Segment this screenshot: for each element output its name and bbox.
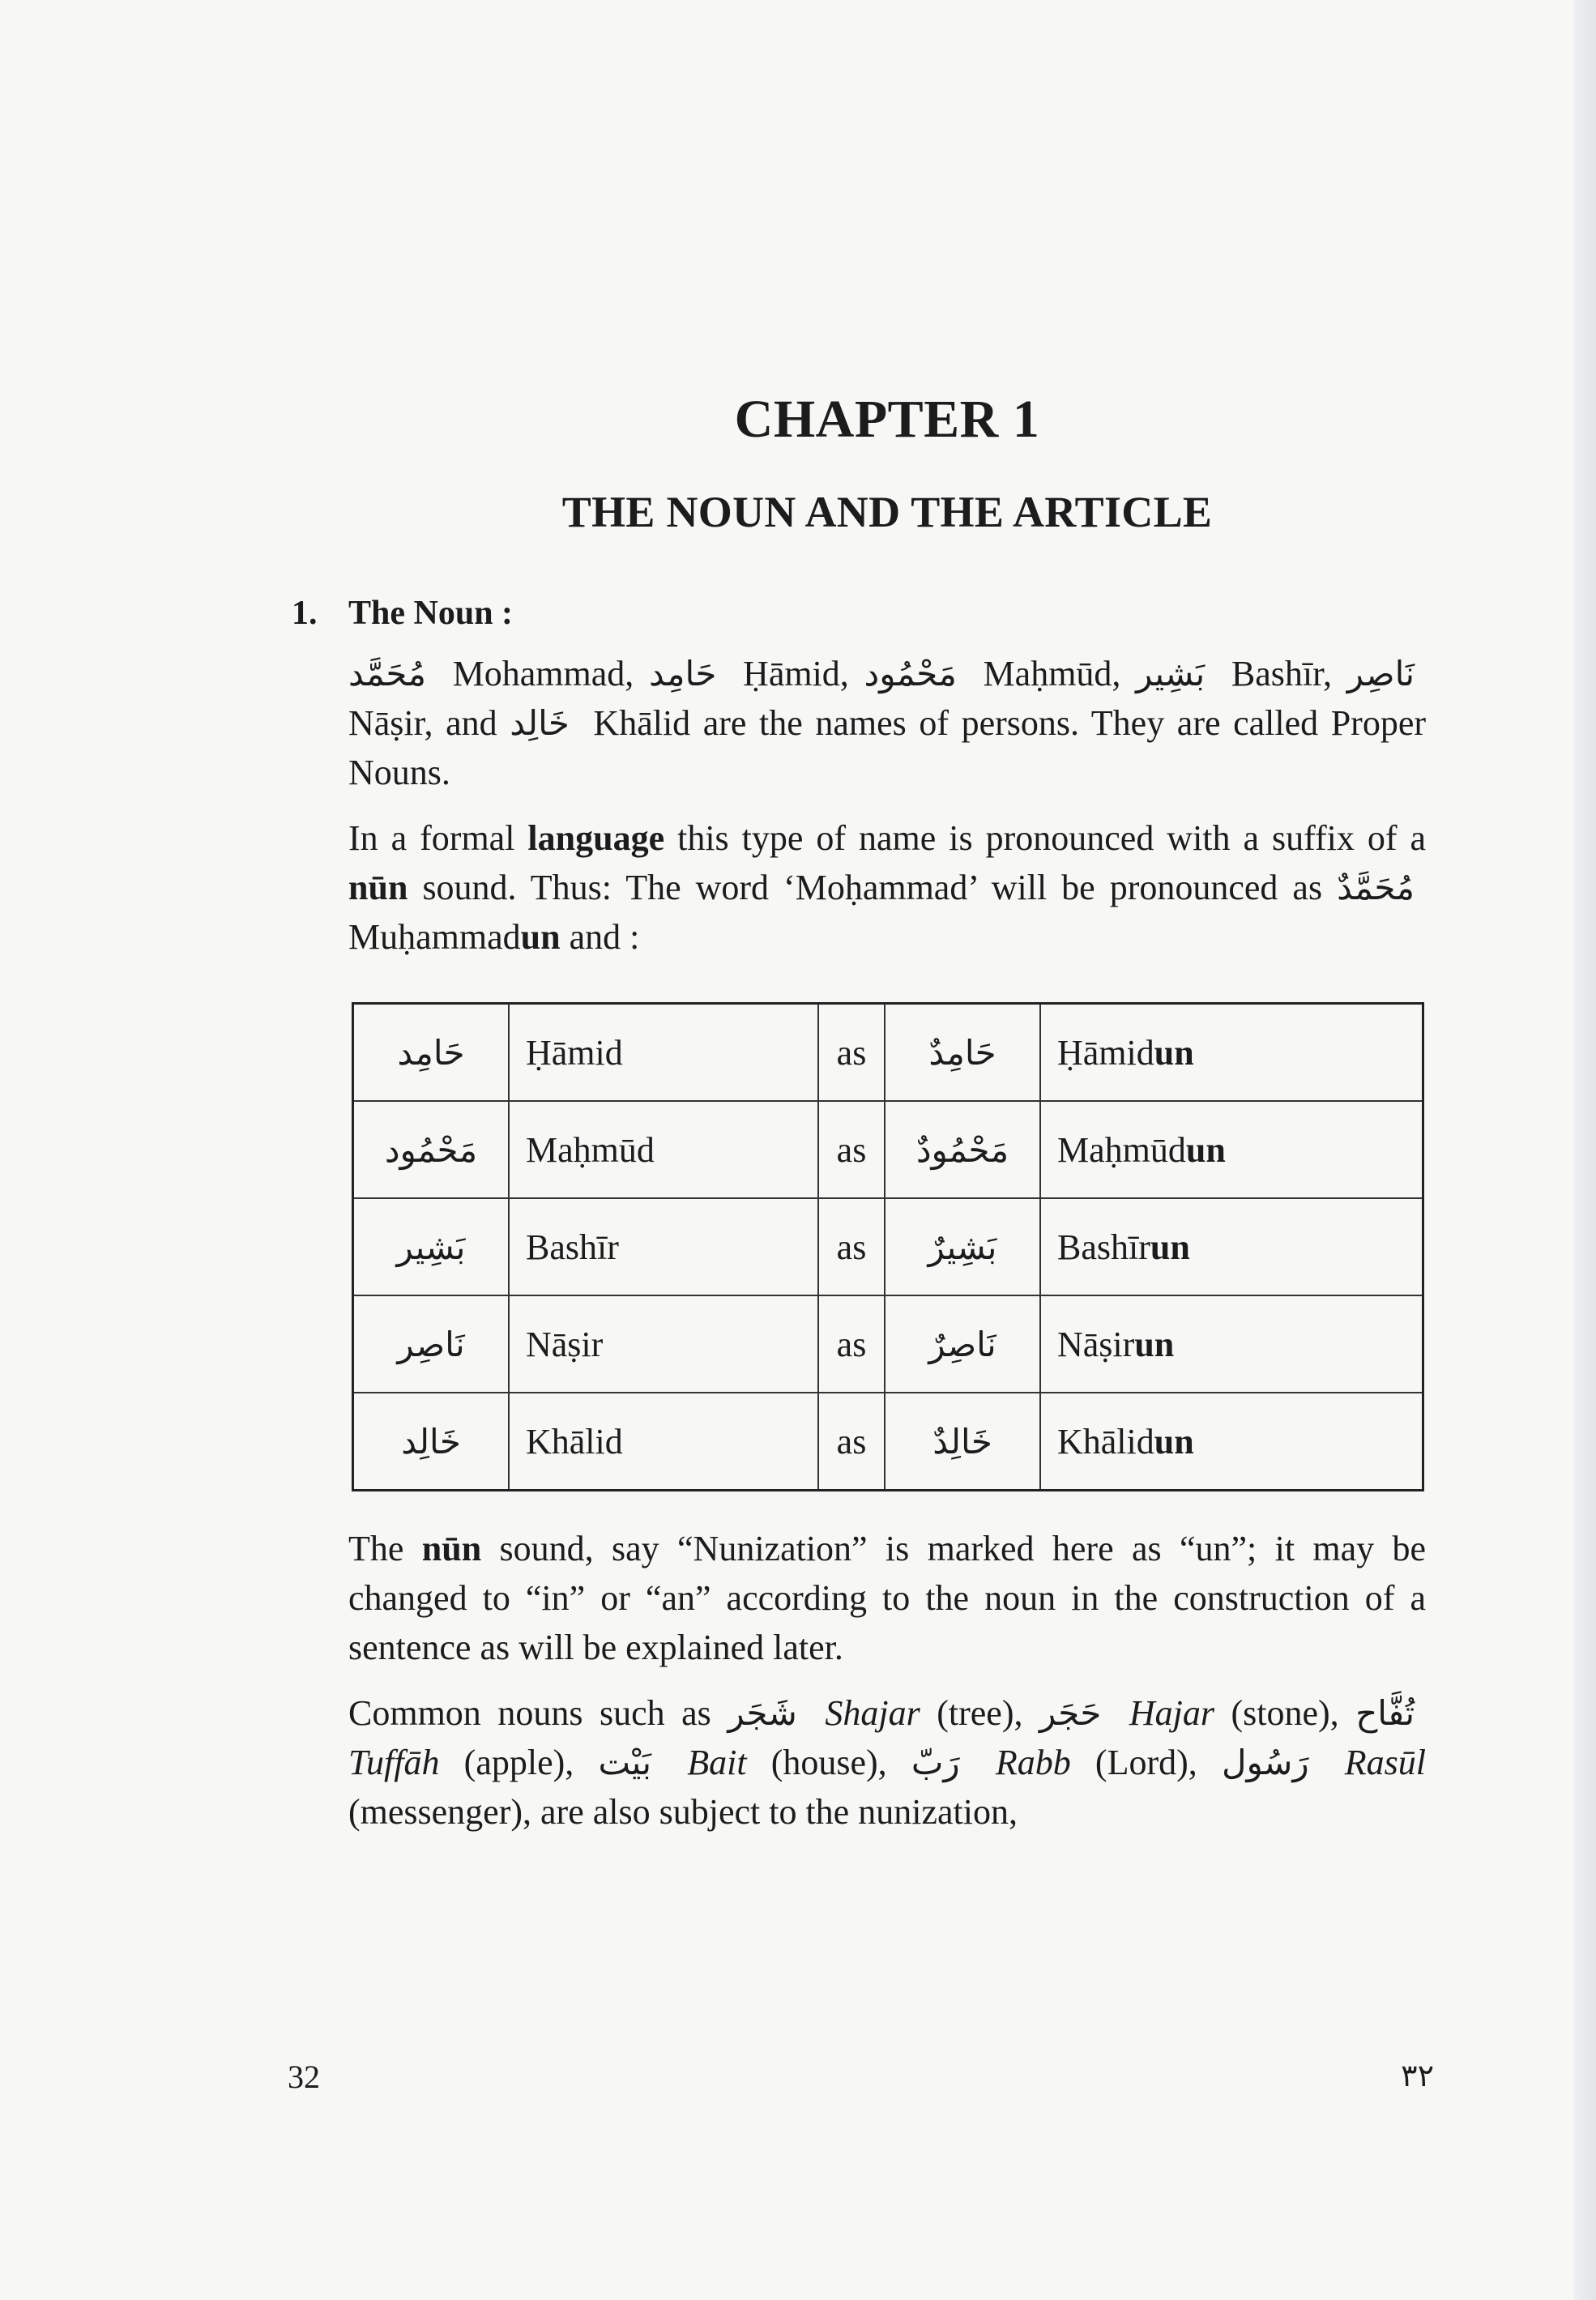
- page-content: [292, 389, 1427, 1837]
- text-span: Muḥammad: [348, 917, 521, 957]
- arabic-word: رَسُول: [1221, 1743, 1309, 1782]
- text-span: (Lord),: [1095, 1743, 1197, 1782]
- text-span: Bashīr,: [1231, 654, 1333, 693]
- nunized-cell: [1040, 1101, 1423, 1198]
- transliteration-cell: Maḥmūd: [509, 1101, 818, 1198]
- as-cell: as: [818, 1198, 885, 1295]
- text-span: Khālid are the names of persons. They are called Proper Nouns.: [348, 703, 1426, 792]
- arabic-word: خَالِد: [510, 703, 570, 743]
- section-heading: [292, 594, 1426, 633]
- arabic-nunized-cell: خَالِدٌ: [885, 1393, 1040, 1491]
- as-cell: as: [818, 1295, 885, 1393]
- text-span-italic: Bait: [687, 1743, 747, 1782]
- paragraph-proper-nouns: [348, 649, 1426, 797]
- text-span-bold: language: [527, 818, 665, 858]
- text-span-italic: Shajar: [825, 1693, 920, 1733]
- arabic-cell: بَشِير: [353, 1198, 510, 1295]
- table-row: [353, 1101, 1423, 1198]
- arabic-word: مُحَمَّد: [348, 654, 426, 693]
- nunized-cell: [1040, 1198, 1423, 1295]
- arabic-word: بَيْت: [598, 1743, 652, 1782]
- nunized-cell: [1040, 1393, 1423, 1491]
- arabic-word: شَجَر: [728, 1693, 797, 1733]
- arabic-word: مَحْمُود: [864, 654, 957, 693]
- nunized-suffix: un: [1150, 1227, 1190, 1267]
- chapter-subtitle: THE NOUN AND THE ARTICLE: [561, 488, 1213, 536]
- table-row: [353, 1198, 1423, 1295]
- arabic-word: بَشِير: [1136, 654, 1206, 693]
- section-number: 1.: [292, 595, 318, 632]
- section-title: The Noun :: [348, 595, 514, 632]
- text-span-bold: un: [520, 917, 561, 957]
- arabic-nunized-cell: مَحْمُودٌ: [885, 1101, 1040, 1198]
- text-span: Mohammad,: [452, 654, 634, 693]
- text-span-bold: nūn: [421, 1529, 482, 1568]
- text-span: (tree),: [937, 1693, 1023, 1733]
- table-row: [353, 1295, 1423, 1393]
- as-cell: as: [818, 1101, 885, 1198]
- arabic-cell: حَامِد: [353, 1004, 510, 1102]
- text-span: this type of name is pronounced with a suffix of a: [677, 818, 1427, 858]
- text-span: sound, say “Nunization” is marked here as “un”; it may be changed to “in” or “an” according to the noun in the construction of a sentence as will be explained later.: [348, 1529, 1427, 1667]
- text-span-italic: Hajar: [1129, 1693, 1214, 1733]
- arabic-nunized-cell: بَشِيرٌ: [885, 1198, 1040, 1295]
- paragraph-common-nouns: [348, 1688, 1426, 1837]
- text-span: The: [348, 1529, 404, 1568]
- arabic-word: حَجَر: [1039, 1693, 1102, 1733]
- text-span-bold: nūn: [348, 868, 408, 907]
- text-span-italic: Rabb: [995, 1743, 1071, 1782]
- text-span: Maḥmūd,: [983, 654, 1121, 693]
- nunized-suffix: un: [1185, 1129, 1226, 1170]
- nunized-suffix: un: [1134, 1324, 1175, 1364]
- paragraph-nunization: [348, 1524, 1426, 1672]
- nunized-stem: Maḥmūd: [1057, 1129, 1186, 1170]
- arabic-cell: مَحْمُود: [353, 1101, 510, 1198]
- arabic-word: تُفَّاح: [1355, 1693, 1415, 1733]
- text-span: Nāṣir, and: [348, 703, 497, 743]
- nunized-stem: Khālid: [1057, 1421, 1154, 1462]
- text-span-italic: Tuffāh: [348, 1743, 440, 1782]
- page-number-arabic: ٣٢: [1401, 2058, 1434, 2093]
- text-span: and :: [569, 917, 640, 957]
- nunized-stem: Bashīr: [1057, 1227, 1150, 1267]
- text-span-italic: Rasūl: [1344, 1743, 1427, 1782]
- nunization-table: [352, 1002, 1424, 1491]
- arabic-word: رَبّ: [911, 1743, 960, 1782]
- page-edge-shadow: [1573, 0, 1596, 2300]
- text-span: Ḥāmid,: [743, 654, 849, 693]
- transliteration-cell: Khālid: [509, 1393, 818, 1491]
- arabic-cell: خَالِد: [353, 1393, 510, 1491]
- table-row: [353, 1004, 1423, 1102]
- as-cell: as: [818, 1393, 885, 1491]
- nunized-stem: Ḥāmid: [1057, 1032, 1154, 1073]
- arabic-nunized-cell: نَاصِرٌ: [885, 1295, 1040, 1393]
- text-span: In a formal: [348, 818, 515, 858]
- arabic-word: حَامِد: [649, 654, 717, 693]
- text-span: Common nouns such as: [348, 1693, 711, 1733]
- nunized-cell: [1040, 1295, 1423, 1393]
- nunized-suffix: un: [1154, 1421, 1194, 1462]
- nunized-stem: Nāṣir: [1057, 1324, 1135, 1364]
- nunized-suffix: un: [1154, 1032, 1194, 1073]
- as-cell: as: [818, 1004, 885, 1102]
- text-span: (apple),: [463, 1743, 574, 1782]
- table-row: [353, 1393, 1423, 1491]
- transliteration-cell: Ḥāmid: [509, 1004, 818, 1102]
- chapter-title: CHAPTER 1: [734, 390, 1040, 449]
- transliteration-cell: Bashīr: [509, 1198, 818, 1295]
- text-span: sound. Thus: The word ‘Moḥammad’ will be pronounced as: [422, 868, 1323, 907]
- arabic-cell: نَاصِر: [353, 1295, 510, 1393]
- arabic-word: مُحَمَّدٌ: [1337, 868, 1415, 907]
- arabic-nunized-cell: حَامِدٌ: [885, 1004, 1040, 1102]
- arabic-word: نَاصِر: [1346, 654, 1415, 693]
- paragraph-formal-language: [348, 813, 1426, 962]
- transliteration-cell: Nāṣir: [509, 1295, 818, 1393]
- text-span: (stone),: [1231, 1693, 1339, 1733]
- text-span: (house),: [770, 1743, 887, 1782]
- text-span: (messenger), are also subject to the nunization,: [348, 1792, 1018, 1832]
- nunized-cell: [1040, 1004, 1423, 1102]
- page-number-latin: 32: [288, 2059, 320, 2095]
